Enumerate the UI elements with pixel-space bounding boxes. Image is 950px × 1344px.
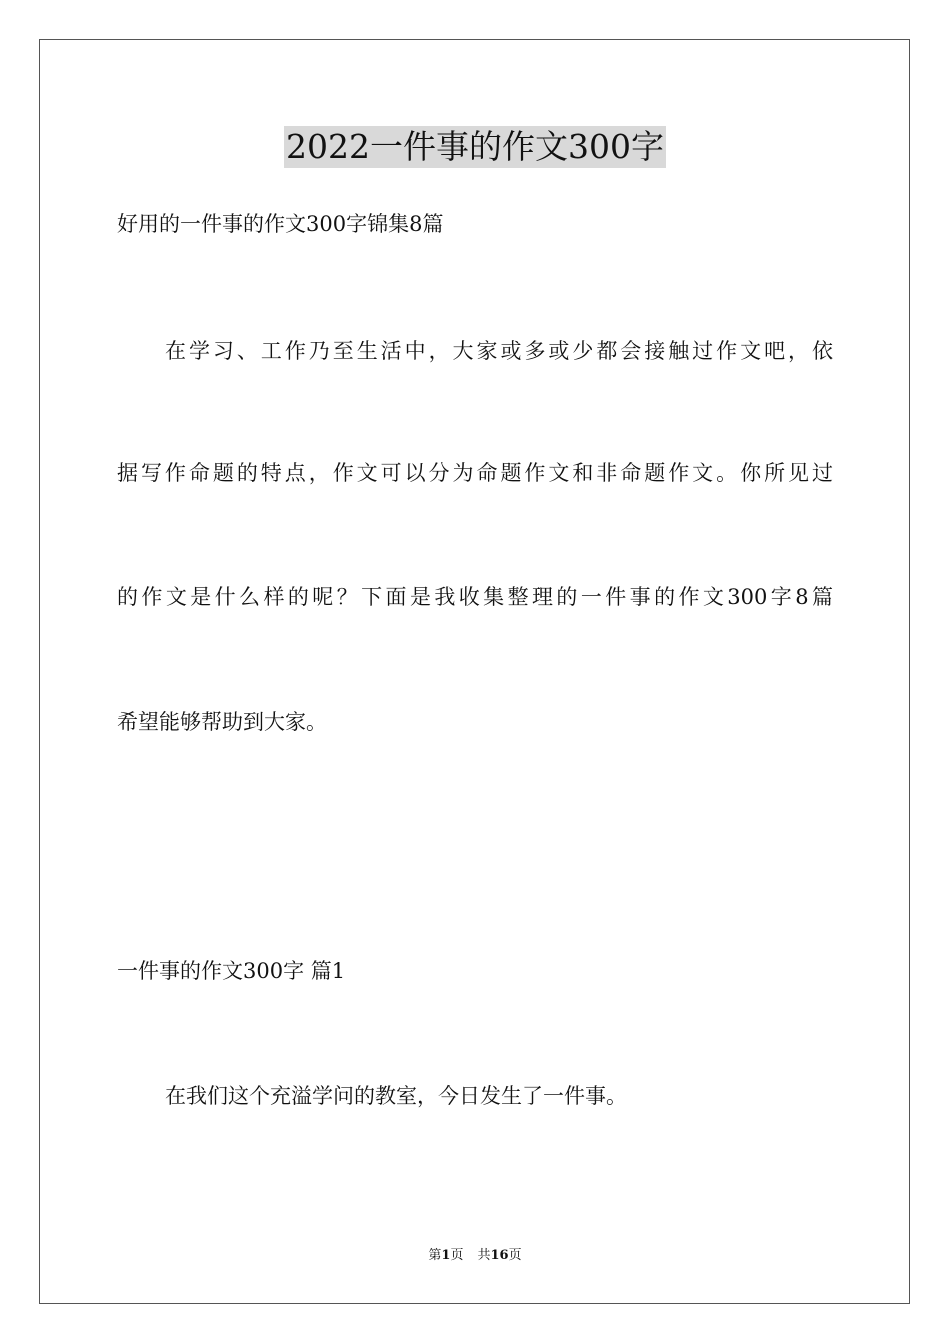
title-wrap: [0, 126, 950, 168]
total-suffix: 页: [508, 1248, 522, 1263]
document-title: 2022一件事的作文300字: [286, 127, 664, 166]
section-first-line: 在我们这个充溢学问的教室，今日发生了一件事。: [165, 1084, 627, 1108]
page-suffix: 页: [450, 1248, 464, 1263]
page-number: 1: [441, 1248, 451, 1263]
document-subtitle: 好用的一件事的作文300字锦集8篇: [117, 212, 444, 236]
section-heading: 一件事的作文300字 篇1: [117, 959, 346, 983]
intro-line-3: 的作文是什么样的呢？下面是我收集整理的一件事的作文300字8篇: [117, 585, 833, 609]
intro-line-2: 据写作命题的特点，作文可以分为命题作文和非命题作文。你所见过: [117, 461, 833, 485]
total-prefix: 共: [477, 1248, 491, 1263]
total-pages: 16: [490, 1248, 509, 1263]
page-footer: [0, 1247, 950, 1265]
intro-line-4: 希望能够帮助到大家。: [117, 710, 327, 734]
intro-line-1: 在学习、工作乃至生活中，大家或多或少都会接触过作文吧，依: [165, 339, 833, 363]
page-prefix: 第: [428, 1248, 442, 1263]
